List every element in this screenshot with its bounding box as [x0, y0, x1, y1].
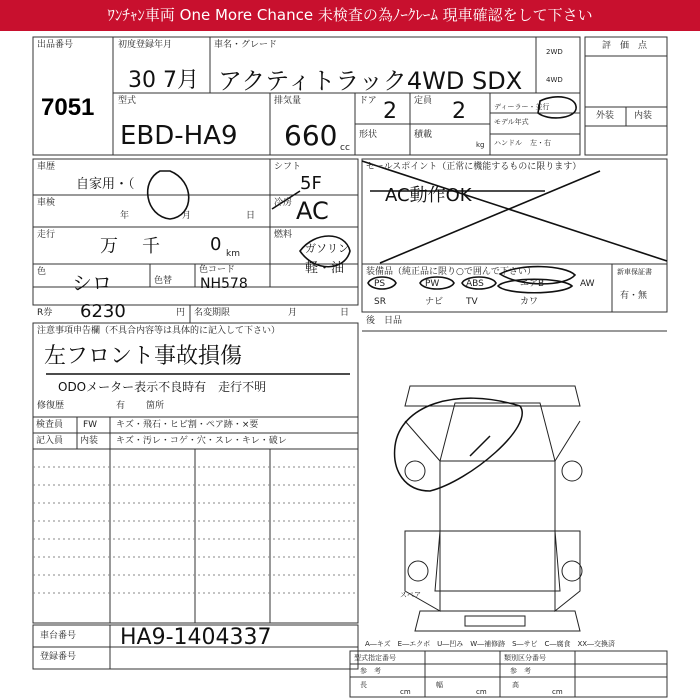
capacity-label: 定員	[414, 96, 433, 106]
color-value: シロ	[72, 271, 112, 295]
evaluation-label: 評 価 点	[602, 41, 648, 51]
mileage-man: 万	[100, 236, 118, 257]
displacement-value: 660	[284, 119, 338, 152]
shift-label: シフト	[274, 162, 302, 172]
length-label: 長	[360, 681, 367, 689]
equip-airbag: エアB	[520, 279, 545, 289]
type-designation-label: 型式指定番号	[354, 654, 396, 662]
shift-value: 5F	[300, 173, 322, 194]
color-label: 色	[37, 267, 47, 277]
interior-row-label: 内装	[80, 436, 99, 446]
car-name-label: 車名・グレード	[214, 40, 278, 50]
interior-legend: キズ・汚レ・コゲ・穴・スレ・キレ・破レ	[116, 436, 287, 446]
length-cm: cm	[400, 688, 411, 696]
checker-label: 検査員	[36, 420, 64, 430]
repair-place-label: 箇所	[146, 401, 165, 411]
color-change-label: 色替	[154, 276, 173, 286]
car-name-value: アクティトラック4WD SDX	[218, 67, 523, 95]
first-registration-value: 30 7月	[128, 68, 199, 93]
width-label: 幅	[436, 681, 443, 689]
warning-banner: ﾜﾝﾁｬﾝ車両 One More Chance 未検査の為ﾉｰｸﾚｰﾑ 現車確認をして下さい	[0, 0, 700, 31]
color-code-value: NH578	[200, 276, 248, 292]
aircon-value: AC	[296, 197, 329, 225]
yen-unit: 円	[176, 308, 186, 318]
handle-lr: 左・右	[530, 139, 551, 147]
doors-value: 2	[383, 99, 397, 124]
sales-point-value: AC動作OK	[385, 185, 472, 206]
registration-number-label: 登録番号	[40, 652, 77, 662]
equip-leather: カワ	[520, 297, 539, 307]
height-label: 高	[512, 681, 519, 689]
model-label: 型式	[118, 96, 137, 106]
recorder-label: 記入員	[36, 436, 64, 446]
model-value: EBD-HA9	[120, 121, 238, 151]
reference-label-1: 参 考	[360, 667, 381, 675]
fuel-label: 燃料	[274, 230, 293, 240]
mileage-label: 走行	[37, 230, 56, 240]
notes-label: 注意事項申告欄（不具合内容等は具体的に記入して下さい）	[37, 326, 281, 336]
2wd-label: 2WD	[546, 48, 563, 56]
repair-history-label: 修復歴	[37, 401, 65, 411]
kg-unit: kg	[476, 141, 485, 149]
displacement-label: 排気量	[274, 96, 302, 106]
name-change-label: 名変期限	[194, 308, 231, 318]
height-cm: cm	[552, 688, 563, 696]
equip-aw: AW	[580, 279, 595, 289]
equip-pw: PW	[425, 279, 440, 289]
repair-has: 有	[116, 401, 126, 411]
warranty-yes-no: 有・無	[620, 291, 648, 301]
defect-legend: A―キズ E―エクボ U―凹み W―補修跡 S―サビ C―腐食 XX―交換済	[365, 640, 616, 648]
equip-abs: ABS	[466, 279, 484, 289]
dealer-label: ディーラー・並行	[494, 103, 550, 111]
shape-label: 形状	[359, 130, 378, 140]
inspection-label: 車検	[37, 198, 56, 208]
color-code-label: 色コード	[199, 265, 236, 275]
spare-label: スペア	[400, 591, 421, 599]
equip-ps: PS	[374, 279, 386, 289]
chassis-number-value: HA9-1404337	[120, 625, 272, 650]
4wd-label: 4WD	[546, 76, 563, 84]
width-cm: cm	[476, 688, 487, 696]
mileage-sen: 千	[142, 236, 160, 257]
rear-seat-label: 後 日品	[366, 316, 403, 326]
first-registration-label: 初度登録年月	[118, 40, 173, 50]
equipment-label: 装備品（純正品に限り○で囲んで下さい）	[366, 267, 536, 277]
sales-point-label: セールスポイント（正常に機能するものに限ります）	[366, 162, 582, 172]
doors-label: ドア	[359, 96, 377, 106]
category-number-label: 類別区分番号	[504, 654, 546, 662]
interior-label: 内装	[634, 111, 653, 121]
inspection-month-unit: 月	[182, 211, 192, 221]
history-value: 自家用・（	[76, 177, 135, 192]
rcoupon-value: 6230	[80, 301, 126, 322]
inspection-day-unit: 日	[246, 211, 256, 221]
aircon-label: 冷房	[274, 198, 293, 208]
fw-legend: キズ・飛石・ヒビ割・ペア跡・×要	[116, 420, 259, 430]
notes-line-2: ODOメーター表示不良時有 走行不明	[58, 380, 267, 394]
fw-label: FW	[83, 420, 98, 430]
inspection-year-unit: 年	[120, 211, 130, 221]
name-change-day: 日	[340, 308, 350, 318]
cc-unit: cc	[340, 143, 350, 153]
notes-line-1: 左フロント事故損傷	[44, 344, 243, 369]
load-label: 積載	[414, 130, 433, 140]
equip-sr: SR	[374, 297, 386, 307]
fuel-gasoline: ガソリン	[305, 242, 349, 255]
km-unit: km	[226, 249, 240, 259]
fuel-light-oil: 軽・油	[305, 261, 345, 276]
exterior-label: 外装	[596, 111, 615, 121]
rcoupon-label: R券	[37, 308, 53, 318]
handle-label: ハンドル	[494, 139, 522, 147]
mileage-km-value: 0	[210, 234, 222, 255]
lot-number-label: 出品番号	[37, 40, 74, 50]
new-car-warranty-label: 新車保証書	[617, 268, 652, 276]
equip-tv: TV	[466, 297, 478, 307]
name-change-month: 月	[288, 308, 298, 318]
lot-number: 7051	[41, 94, 95, 121]
capacity-value: 2	[452, 99, 466, 124]
reference-label-2: 参 考	[510, 667, 531, 675]
auction-sheet	[0, 31, 700, 700]
equip-navi: ナビ	[425, 297, 444, 307]
history-label: 車歴	[37, 162, 56, 172]
car-diagram	[405, 386, 582, 631]
chassis-number-label: 車台番号	[40, 631, 77, 641]
model-year-label: モデル年式	[494, 118, 529, 126]
